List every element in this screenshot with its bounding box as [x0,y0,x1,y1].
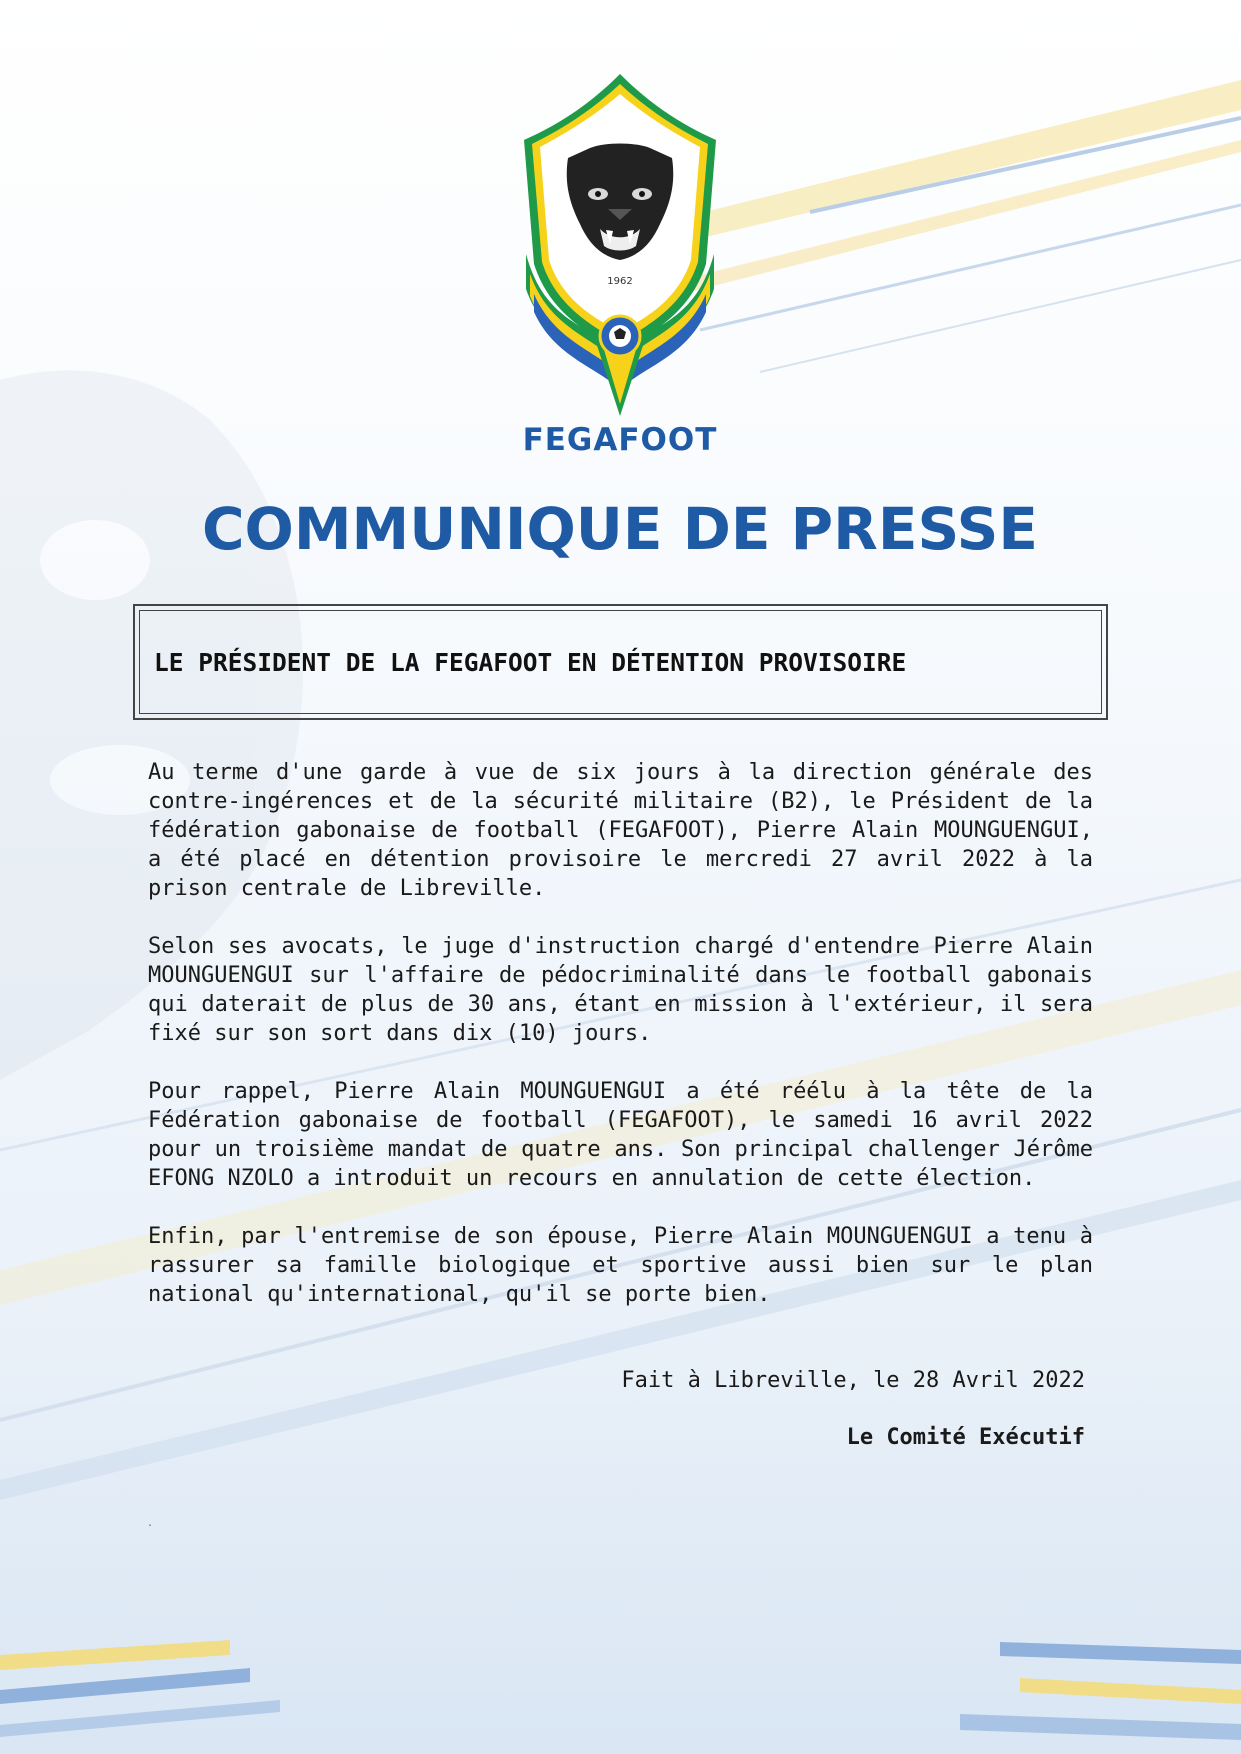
brand-name: FEGAFOOT [522,422,718,458]
press-release-body [148,758,1093,1338]
paragraph-3: Pour rappel, Pierre Alain MOUNGUENGUI a été réélu à la tête de la Fédération gabonaise de football (FEGAFOOT), le samedi 16 avril 2022 pour un troisième mandat de quatre ans. Son principal challenger Jérôme EFONG NZOLO a introduit un recours en annulation de cette élection. [148,1079,1093,1191]
headline-box-inner [139,610,1102,714]
paragraph-1: Au terme d'une garde à vue de six jours à la direction générale des contre-ingérences et de la sécurité militaire (B2), le Président de la fédération gabonaise de football (FEGAFOOT), Pierre Alain MOUNGUENGUI, a été placé en détention provisoire le mercredi 27 avril 2022 à la prison centrale de Libreville. [148,760,1093,901]
paragraph-2: Selon ses avocats, le juge d'instruction chargé d'entendre Pierre Alain MOUNGUENGUI sur l'affaire de pédocriminalité dans le football gabonais qui daterait de plus de 30 ans, étant en mission à l'extérieur, il sera fixé sur son sort dans dix (10) jours. [148,934,1093,1046]
crest-year: 1962 [607,276,633,287]
fegafoot-crest-logo [520,74,720,416]
stray-mark: . [147,1518,154,1529]
paragraph-4: Enfin, par l'entremise de son épouse, Pierre Alain MOUNGUENGUI a tenu à rassurer sa famille biologique et sportive aussi bien sur le plan national qu'international, qu'il se porte bien. [148,1224,1093,1307]
headline-box [133,604,1108,720]
football-ball-icon [600,316,640,356]
headline: LE PRÉSIDENT DE LA FEGAFOOT EN DÉTENTION PROVISOIRE [154,647,907,677]
bottom-stripes [0,1640,1241,1740]
signatory: Le Comité Exécutif [846,1425,1085,1450]
place-and-date: Fait à Libreville, le 28 Avril 2022 [621,1368,1085,1393]
page-title: COMMUNIQUE DE PRESSE [201,495,1039,563]
